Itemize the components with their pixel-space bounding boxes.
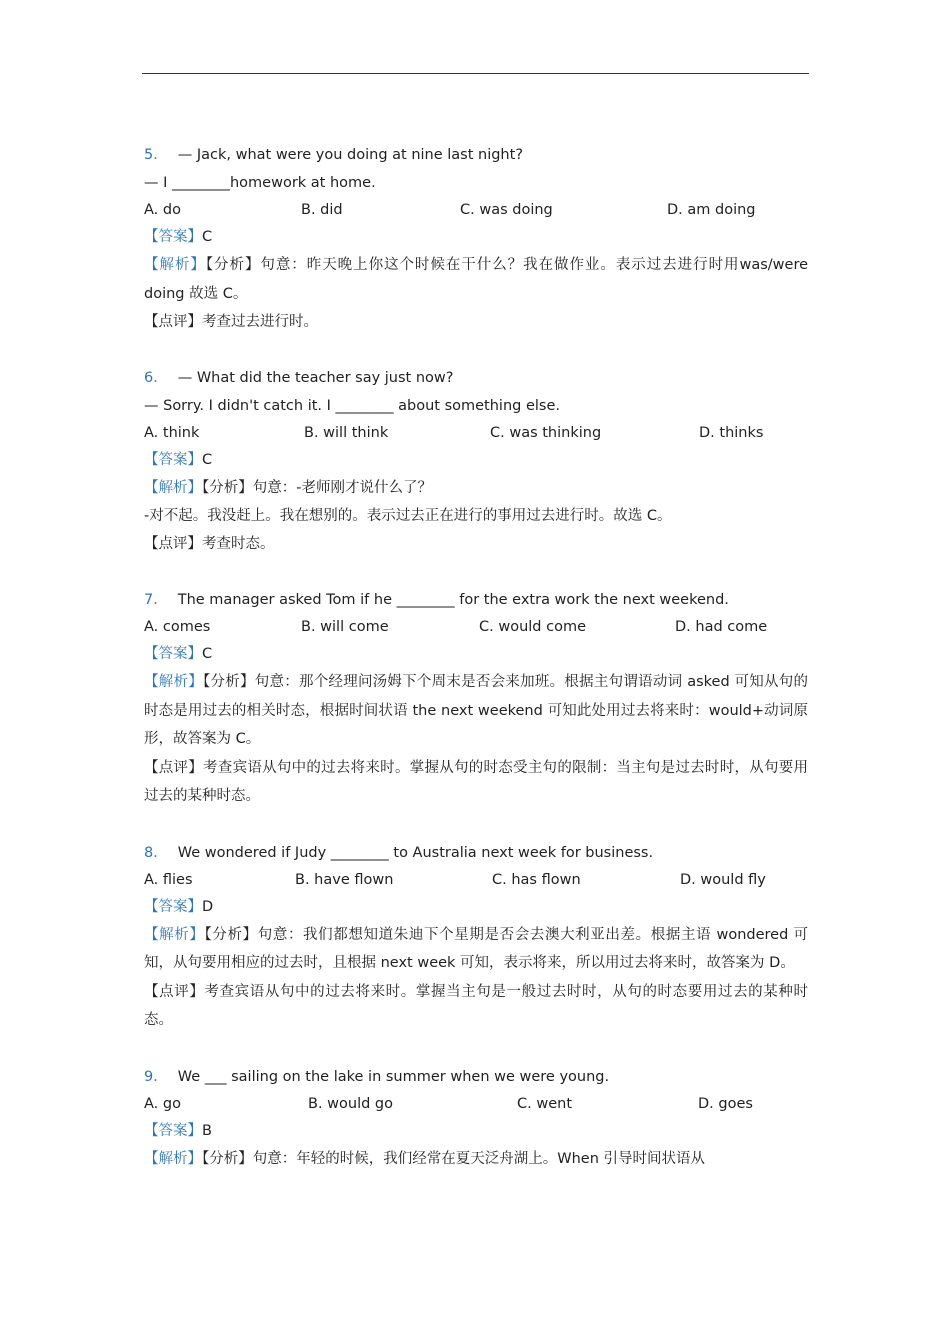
option-b: B. will think: [304, 425, 389, 441]
option-c: C. would come: [479, 619, 586, 635]
option-a: A. comes: [144, 619, 211, 635]
comment-line: 【点评】考查过去进行时。: [144, 314, 318, 330]
question-stem-reply: — I ________homework at home.: [144, 175, 376, 191]
question-number: 6．: [144, 370, 168, 386]
question-number: 9．: [144, 1068, 168, 1085]
option-a: A. go: [144, 1095, 181, 1112]
answer-value: C: [202, 229, 213, 245]
question-stem: 8． We wondered if Judy ________ to Australia next week for business.: [144, 844, 654, 861]
header-rule: [142, 73, 809, 74]
answer-line: 【答案】C: [144, 452, 213, 468]
options-row: [144, 614, 808, 640]
analysis-block: 【解析】【分析】句意：昨天晚上你这个时候在干什么？我在做作业。表示过去进行时用was/were doing 故选 C。: [144, 257, 809, 302]
question-stem: 5． — Jack, what were you doing at nine last night?: [144, 147, 524, 163]
option-a: A. think: [144, 425, 200, 441]
option-d: D. had come: [675, 619, 768, 635]
option-d: D. am doing: [667, 202, 756, 218]
question-stem: 7． The manager asked Tom if he ________ for the extra work the next weekend.: [144, 592, 729, 608]
option-b: B. did: [301, 202, 343, 218]
analysis-continued: -对不起。我没赶上。我在想别的。表示过去正在进行的事用过去进行时。故选 C。: [144, 508, 672, 524]
answer-line: 【答案】D: [144, 898, 214, 915]
question-9: [144, 1063, 808, 1173]
option-c: C. was thinking: [490, 425, 602, 441]
option-d: D. goes: [698, 1095, 753, 1112]
option-c: C. went: [517, 1095, 572, 1112]
question-stem: 9． We ___ sailing on the lake in summer when we were young.: [144, 1068, 610, 1085]
option-a: A. flies: [144, 871, 193, 888]
question-number: 5．: [144, 147, 168, 163]
answer-line: 【答案】C: [144, 229, 213, 245]
question-5: [144, 141, 808, 336]
analysis-block: 【解析】【分析】句意：年轻的时候，我们经常在夏天泛舟湖上。When 引导时间状语从: [144, 1150, 705, 1167]
option-b: B. have flown: [295, 871, 394, 888]
question-stem: 6． — What did the teacher say just now?: [144, 370, 454, 386]
options-row: [144, 420, 808, 446]
question-stem-reply: — Sorry. I didn't catch it. I ________ about something else.: [144, 398, 560, 414]
option-d: D. would fly: [680, 871, 766, 888]
options-row: [144, 1091, 808, 1117]
analysis-block: 【解析】【分析】句意：我们都想知道朱迪下个星期是否会去澳大利亚出差。根据主语 wondered 可知，从句要用相应的过去时，且根据 next week 可知，表示将来，所以用过去将来时，故答案为 D。: [144, 926, 809, 971]
answer-line: 【答案】C: [144, 646, 213, 662]
answer-line: 【答案】B: [144, 1122, 212, 1139]
option-b: B. will come: [301, 619, 389, 635]
option-b: B. would go: [308, 1095, 394, 1112]
answer-value: B: [202, 1122, 212, 1139]
document-body: [144, 141, 808, 1201]
comment-line: 【点评】考查宾语从句中的过去将来时。掌握从句的时态受主句的限制：当主句是过去时时，从句要用过去的某种时态。: [144, 759, 808, 804]
question-6: [144, 364, 808, 558]
option-c: C. has flown: [492, 871, 581, 888]
option-a: A. do: [144, 202, 181, 218]
question-number: 8．: [144, 844, 168, 861]
answer-value: C: [202, 646, 213, 662]
analysis-block: 【解析】【分析】句意：-老师刚才说什么了？: [144, 480, 432, 496]
option-c: C. was doing: [460, 202, 553, 218]
question-8: [144, 839, 808, 1035]
comment-line: 【点评】考查宾语从句中的过去将来时。掌握当主句是一般过去时时，从句的时态要用过去的某种时态。: [144, 983, 808, 1028]
option-d: D. thinks: [699, 425, 764, 441]
question-number: 7．: [144, 592, 168, 608]
question-7: [144, 586, 808, 811]
comment-line: 【点评】考查时态。: [144, 536, 275, 552]
analysis-block: 【解析】【分析】句意：那个经理问汤姆下个周末是否会来加班。根据主句谓语动词 asked 可知从句的时态是用过去的相关时态，根据时间状语 the next weekend 可知此处用过去将来时：would+动词原形，故答案为 C。: [144, 674, 808, 747]
answer-value: D: [202, 898, 214, 915]
options-row: [144, 867, 808, 893]
answer-value: C: [202, 452, 213, 468]
options-row: [144, 197, 808, 223]
